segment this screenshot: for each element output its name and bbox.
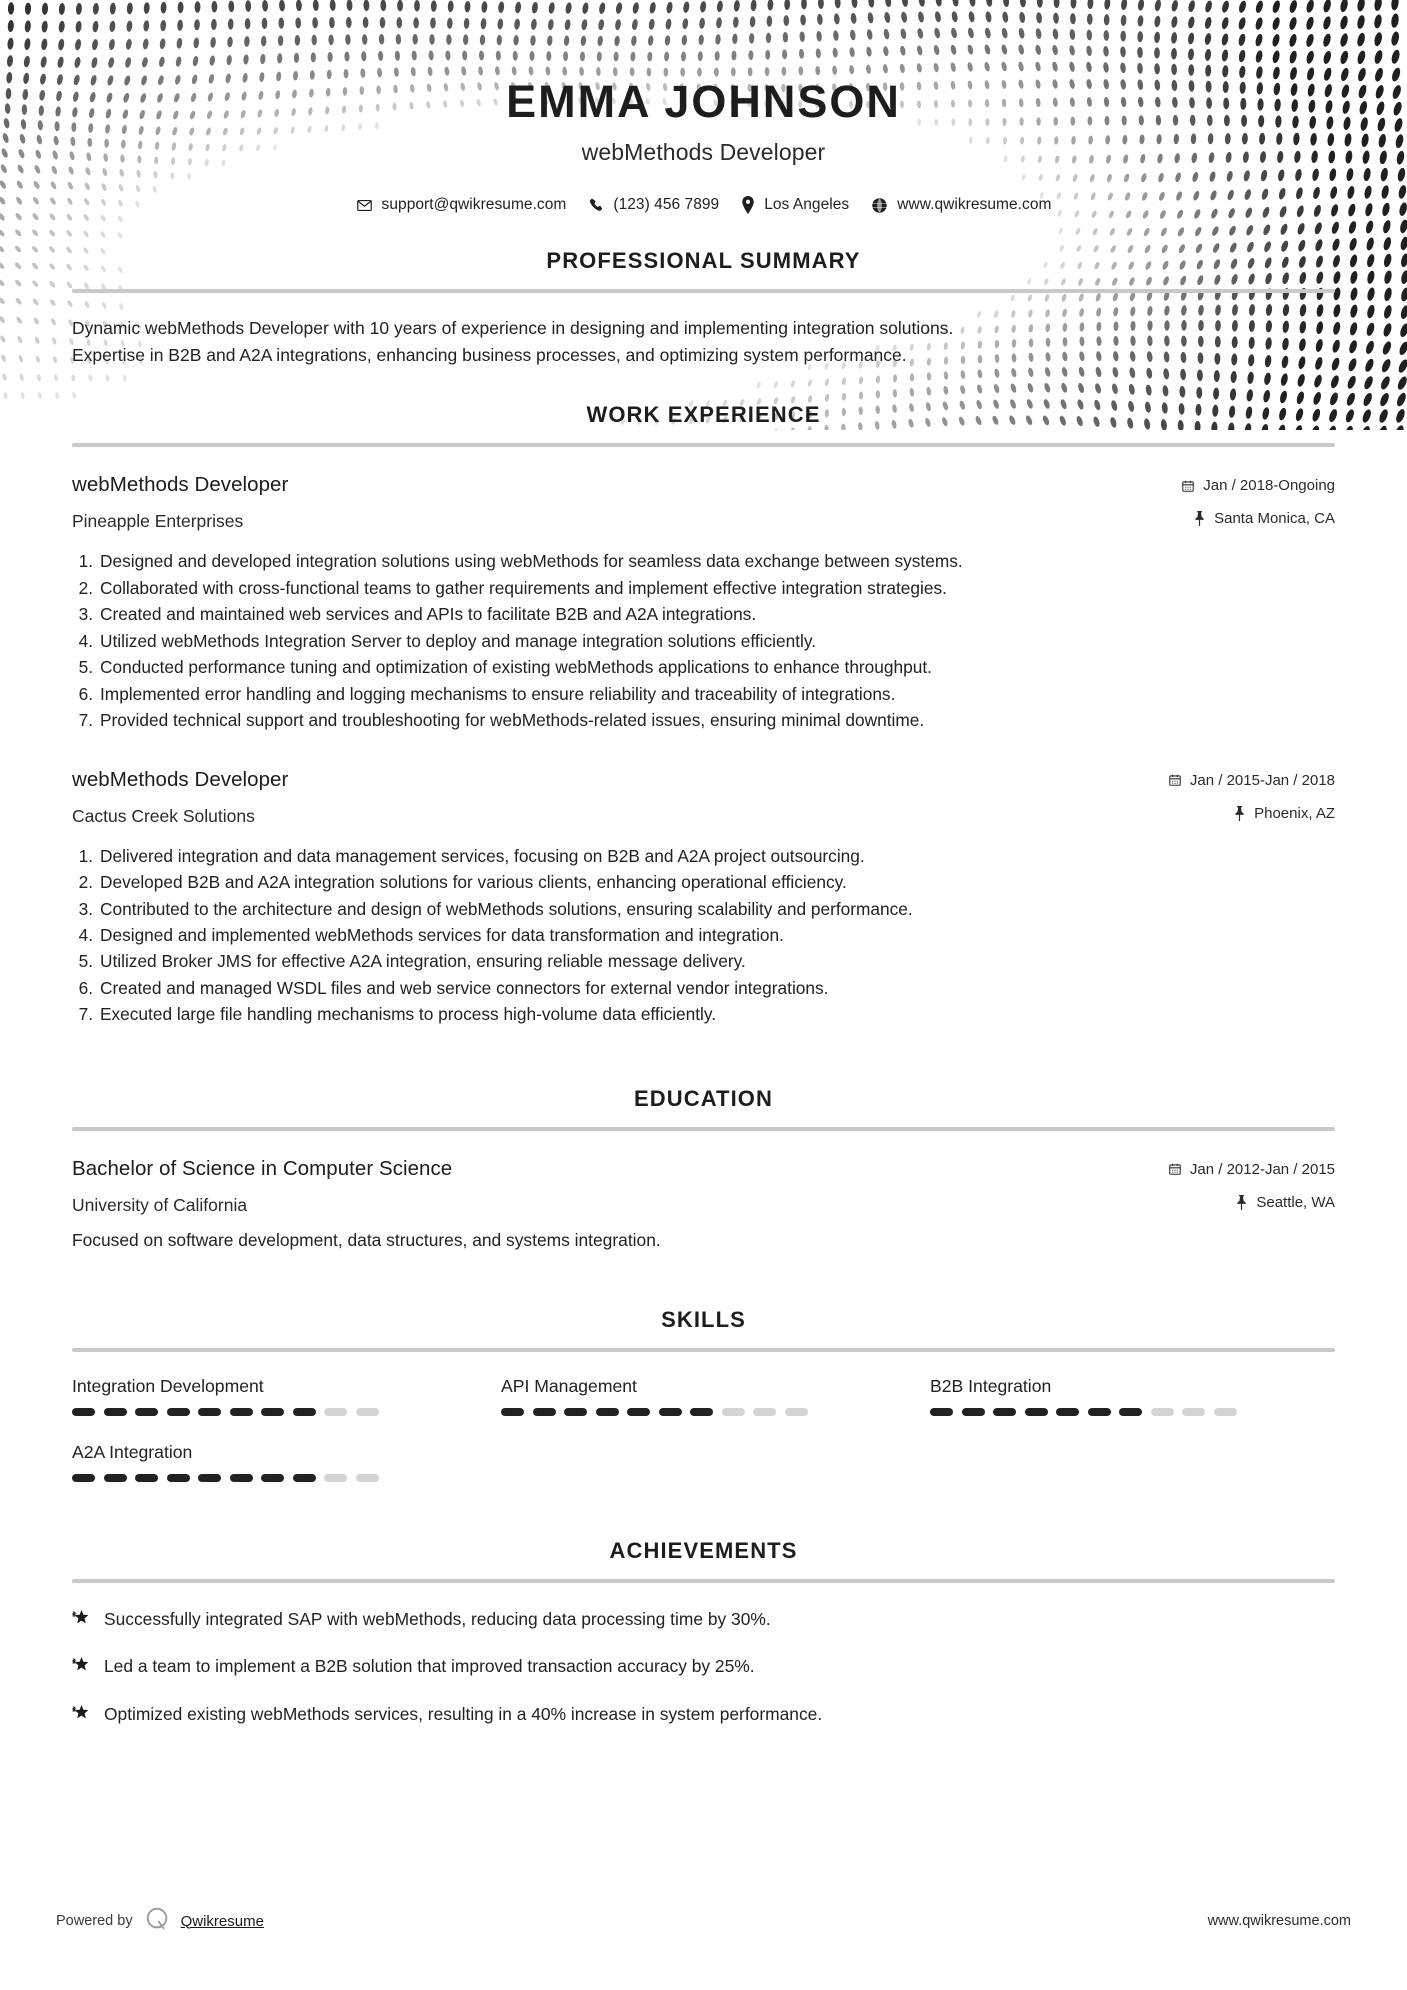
section-title-achievements: ACHIEVEMENTS	[609, 1537, 798, 1563]
star-badge-icon	[72, 1607, 91, 1628]
list-item: 7. Provided technical support and troubleshooting for webMethods-related issues, ensuring minimal downtime.	[72, 707, 1335, 733]
list-item: 1. Designed and developed integration solutions using webMethods for seamless data exchange between systems.	[72, 548, 1335, 574]
skill-pip	[753, 1408, 776, 1416]
phone-icon	[588, 197, 604, 213]
globe-icon	[871, 197, 888, 214]
skill-pip	[135, 1474, 158, 1482]
bullet-text: Conducted performance tuning and optimization of existing webMethods applications to enhance throughput.	[100, 657, 932, 678]
section-divider	[72, 443, 1335, 447]
experience-dates-text: Jan / 2018-Ongoing	[1203, 477, 1335, 495]
candidate-job-title: webMethods Developer	[581, 139, 826, 166]
list-item: 6. Implemented error handling and logging mechanisms to ensure reliability and traceability of integrations.	[72, 681, 1335, 707]
bullet-text: Executed large file handling mechanisms to process high-volume data efficiently.	[100, 1004, 717, 1025]
skill-pip	[533, 1408, 556, 1416]
summary-line: Expertise in B2B and A2A integrations, enhancing business processes, and optimizing system performance.	[72, 344, 907, 365]
section-achievements	[72, 1538, 1335, 1726]
bullet-text: Utilized webMethods Integration Server to deploy and manage integration solutions efficiently.	[100, 630, 816, 651]
envelope-icon	[356, 197, 373, 214]
bullet-text: Utilized Broker JMS for effective A2A integration, ensuring reliable message delivery.	[100, 951, 746, 972]
experience-location-text: Phoenix, AZ	[1254, 804, 1335, 822]
skill-pip	[261, 1474, 284, 1482]
section-title-experience: WORK EXPERIENCE	[586, 402, 821, 428]
experience-company: Pineapple Enterprises	[72, 511, 244, 532]
experience-location	[1168, 805, 1335, 822]
experience-entry	[72, 473, 1335, 733]
qwikresume-link[interactable]: Qwikresume	[180, 1912, 264, 1930]
skill-pip	[356, 1408, 379, 1416]
skill-pip	[564, 1408, 587, 1416]
experience-dates	[1168, 772, 1335, 789]
skill-item	[501, 1376, 906, 1416]
calendar-icon	[1168, 773, 1182, 787]
skills-grid	[72, 1376, 1335, 1482]
skill-pip	[1151, 1408, 1174, 1416]
contact-email[interactable]	[349, 196, 574, 214]
contact-phone[interactable]	[581, 196, 726, 214]
skill-level-meter	[501, 1408, 906, 1416]
list-item: 5. Conducted performance tuning and optimization of existing webMethods applications to enhance throughput.	[72, 654, 1335, 680]
skill-pip	[356, 1474, 379, 1482]
education-note: Focused on software development, data structures, and systems integration.	[72, 1229, 661, 1250]
skill-pip	[993, 1408, 1016, 1416]
skill-item	[72, 1442, 477, 1482]
powered-by-block	[56, 1906, 264, 1936]
experience-company: Cactus Creek Solutions	[72, 805, 255, 826]
education-dates	[1168, 1161, 1335, 1178]
achievement-text: Successfully integrated SAP with webMethods, reducing data processing time by 30%.	[104, 1608, 771, 1629]
bullet-text: Designed and implemented webMethods services for data transformation and integration.	[100, 924, 784, 945]
achievement-item	[72, 1702, 1335, 1726]
section-title-summary: PROFESSIONAL SUMMARY	[546, 248, 861, 274]
list-item: 3. Created and maintained web services and APIs to facilitate B2B and A2A integrations.	[72, 601, 1335, 627]
section-education	[72, 1086, 1335, 1251]
bullet-text: Developed B2B and A2A integration solutions for various clients, enhancing operational efficiency.	[100, 872, 847, 893]
skill-pip	[230, 1474, 253, 1482]
list-item: 5. Utilized Broker JMS for effective A2A integration, ensuring reliable message delivery.	[72, 948, 1335, 974]
qwikresume-logo-icon	[144, 1906, 170, 1936]
skill-pip	[690, 1408, 713, 1416]
skill-level-meter	[72, 1474, 477, 1482]
education-location-text: Seattle, WA	[1256, 1193, 1335, 1211]
experience-location	[1181, 510, 1335, 527]
contact-website-text: www.qwikresume.com	[897, 196, 1052, 214]
contact-website[interactable]	[864, 196, 1058, 214]
candidate-name: EMMA JOHNSON	[506, 76, 901, 127]
list-item: 2. Developed B2B and A2A integration solutions for various clients, enhancing operational efficiency.	[72, 869, 1335, 895]
skill-pip	[135, 1408, 158, 1416]
skill-pip	[1088, 1408, 1111, 1416]
contact-phone-text: (123) 456 7899	[613, 196, 720, 214]
list-item: 7. Executed large file handling mechanisms to process high-volume data efficiently.	[72, 1001, 1335, 1027]
section-divider	[72, 289, 1335, 293]
star-badge-icon	[72, 1654, 91, 1675]
bullet-text: Designed and developed integration solutions using webMethods for seamless data exchange between systems.	[100, 551, 963, 572]
achievement-text: Led a team to implement a B2B solution that improved transaction accuracy by 25%.	[104, 1656, 755, 1677]
list-item: 3. Contributed to the architecture and design of webMethods solutions, ensuring scalability and performance.	[72, 896, 1335, 922]
calendar-icon	[1168, 1162, 1182, 1176]
skill-pip	[962, 1408, 985, 1416]
bullet-text: Contributed to the architecture and design of webMethods solutions, ensuring scalability and performance.	[100, 898, 913, 919]
section-skills	[72, 1307, 1335, 1482]
experience-entry	[72, 768, 1335, 1028]
skill-pip	[930, 1408, 953, 1416]
summary-line: Dynamic webMethods Developer with 10 years of experience in designing and implementing integration solutions.	[72, 318, 954, 339]
name-block	[72, 0, 1335, 214]
calendar-icon	[1181, 479, 1195, 493]
skill-pip	[1025, 1408, 1048, 1416]
skill-label: Integration Development	[72, 1375, 264, 1396]
footer-website-url: www.qwikresume.com	[1207, 1913, 1351, 1929]
powered-by-label: Powered by	[56, 1913, 133, 1929]
section-title-skills: SKILLS	[661, 1306, 746, 1332]
education-school: University of California	[72, 1194, 248, 1215]
map-pin-icon	[741, 196, 755, 214]
list-item: 1. Delivered integration and data management services, focusing on B2B and A2A project outsourcing.	[72, 843, 1335, 869]
achievement-text: Optimized existing webMethods services, resulting in a 40% increase in system performance.	[104, 1703, 823, 1724]
list-item: 4. Utilized webMethods Integration Server to deploy and manage integration solutions efficiently.	[72, 628, 1335, 654]
skill-pip	[167, 1408, 190, 1416]
skill-pip	[167, 1474, 190, 1482]
experience-bullet-list	[72, 843, 1335, 1028]
pushpin-icon	[1235, 1195, 1248, 1210]
experience-role: webMethods Developer	[72, 473, 289, 497]
pushpin-icon	[1233, 806, 1246, 821]
bullet-text: Created and maintained web services and APIs to facilitate B2B and A2A integrations.	[100, 604, 757, 625]
skill-pip	[722, 1408, 745, 1416]
education-entry	[72, 1157, 1335, 1251]
bullet-text: Provided technical support and troubleshooting for webMethods-related issues, ensuring minimal downtime.	[100, 710, 925, 731]
list-item: 2. Collaborated with cross-functional teams to gather requirements and implement effective integration strategies.	[72, 575, 1335, 601]
education-degree: Bachelor of Science in Computer Science	[72, 1156, 453, 1180]
education-dates-text: Jan / 2012-Jan / 2015	[1189, 1160, 1335, 1178]
pushpin-icon	[1193, 511, 1206, 526]
skill-pip	[293, 1474, 316, 1482]
skill-level-meter	[72, 1408, 477, 1416]
section-divider	[72, 1127, 1335, 1131]
skill-pip	[261, 1408, 284, 1416]
section-professional-summary	[72, 248, 1335, 368]
skill-pip	[198, 1474, 221, 1482]
skill-pip	[785, 1408, 808, 1416]
skill-label: A2A Integration	[72, 1441, 193, 1462]
section-title-education: EDUCATION	[633, 1085, 774, 1111]
skill-pip	[293, 1408, 316, 1416]
skill-pip	[72, 1474, 95, 1482]
section-divider	[72, 1579, 1335, 1583]
skill-pip	[1182, 1408, 1205, 1416]
bullet-text: Delivered integration and data management services, focusing on B2B and A2A project outsourcing.	[100, 845, 865, 866]
section-divider	[72, 1348, 1335, 1352]
experience-dates	[1181, 477, 1335, 494]
contact-location	[734, 196, 856, 214]
skill-pip	[324, 1474, 347, 1482]
skill-pip	[198, 1408, 221, 1416]
skill-pip	[104, 1474, 127, 1482]
skill-pip	[1119, 1408, 1142, 1416]
skill-pip	[627, 1408, 650, 1416]
bullet-text: Created and managed WSDL files and web service connectors for external vendor integrations.	[100, 977, 829, 998]
skill-label: API Management	[501, 1375, 637, 1396]
list-item: 6. Created and managed WSDL files and web service connectors for external vendor integrations.	[72, 975, 1335, 1001]
skill-pip	[1056, 1408, 1079, 1416]
achievement-item	[72, 1654, 1335, 1678]
skill-pip	[324, 1408, 347, 1416]
section-work-experience	[72, 402, 1335, 1027]
list-item: 4. Designed and implemented webMethods services for data transformation and integration.	[72, 922, 1335, 948]
contact-row	[72, 196, 1335, 214]
skill-item	[72, 1376, 477, 1416]
summary-body	[72, 315, 1335, 368]
footer	[0, 1906, 1407, 1936]
skill-pip	[1214, 1408, 1237, 1416]
bullet-text: Implemented error handling and logging mechanisms to ensure reliability and traceability of integrations.	[100, 683, 896, 704]
contact-location-text: Los Angeles	[764, 196, 850, 214]
skill-pip	[501, 1408, 524, 1416]
skill-item	[930, 1376, 1335, 1416]
experience-location-text: Santa Monica, CA	[1214, 510, 1335, 528]
skill-pip	[230, 1408, 253, 1416]
achievement-list	[72, 1607, 1335, 1726]
contact-email-text: support@qwikresume.com	[381, 196, 567, 214]
star-badge-icon	[72, 1702, 91, 1723]
skill-pip	[72, 1408, 95, 1416]
skill-level-meter	[930, 1408, 1335, 1416]
achievement-item	[72, 1607, 1335, 1631]
skill-pip	[596, 1408, 619, 1416]
bullet-text: Collaborated with cross-functional teams to gather requirements and implement effective integration strategies.	[100, 577, 947, 598]
skill-pip	[104, 1408, 127, 1416]
skill-label: B2B Integration	[930, 1375, 1052, 1396]
education-location	[1168, 1194, 1335, 1211]
experience-role: webMethods Developer	[72, 767, 289, 791]
experience-bullet-list	[72, 548, 1335, 733]
skill-pip	[659, 1408, 682, 1416]
experience-dates-text: Jan / 2015-Jan / 2018	[1189, 771, 1335, 789]
